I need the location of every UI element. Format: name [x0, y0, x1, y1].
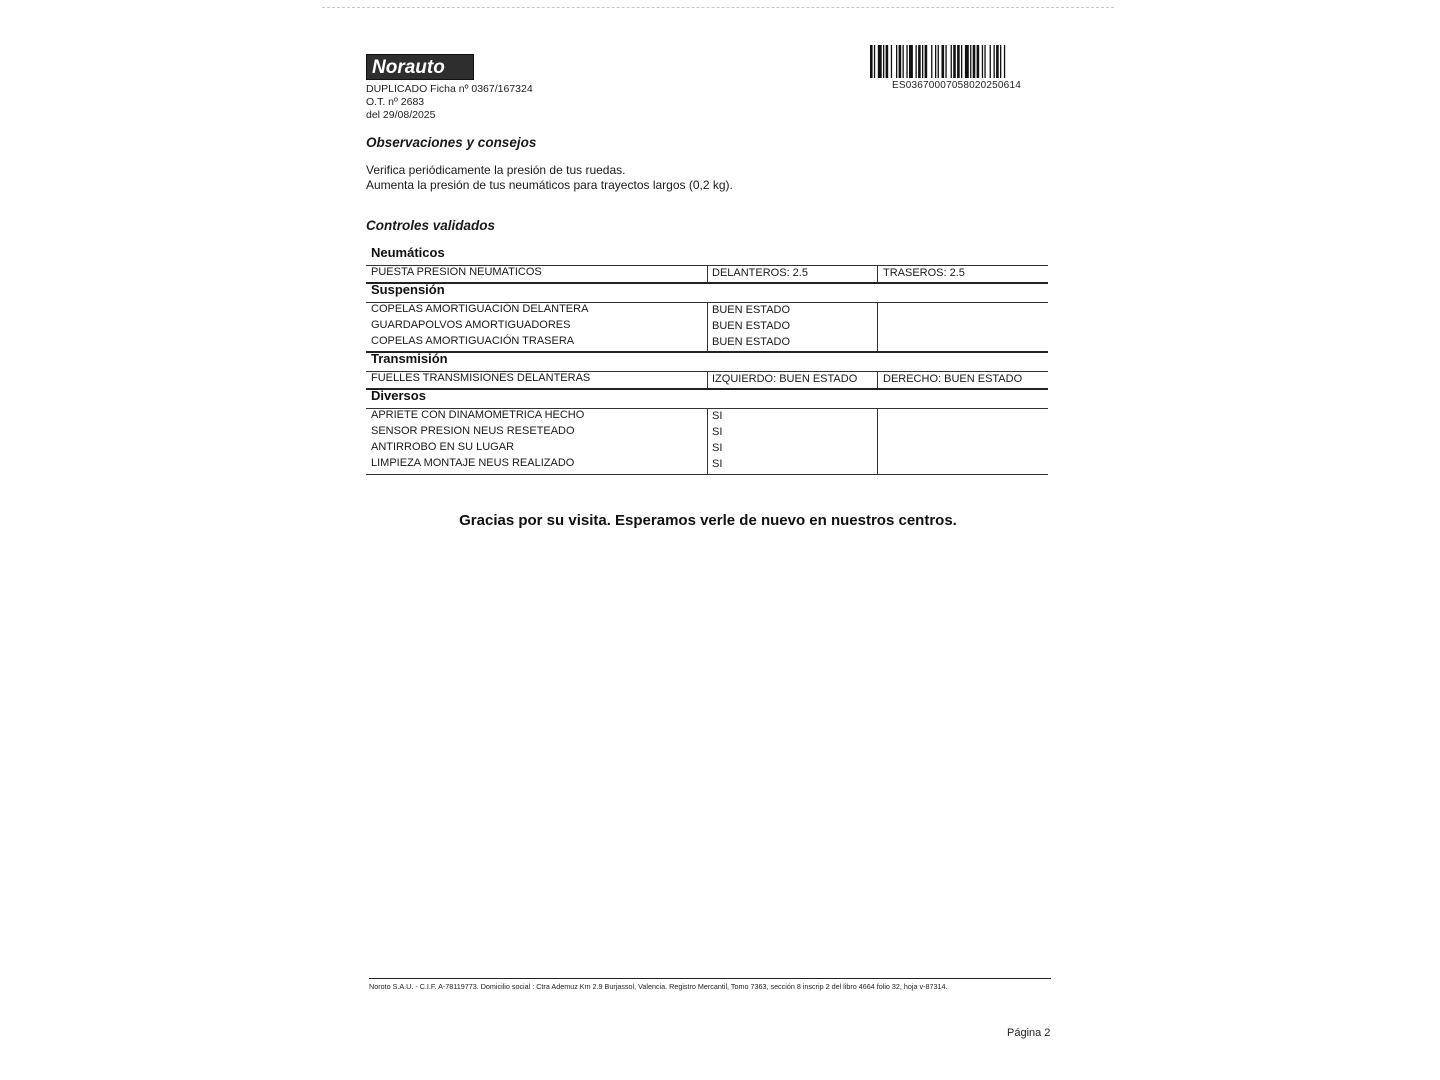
column-divider [877, 409, 878, 474]
group-rule [366, 351, 1048, 353]
row-value-1: SI [712, 442, 723, 454]
page-number: Página 2 [1007, 1027, 1051, 1039]
barcode-bar [931, 45, 932, 78]
barcode-bar [916, 45, 917, 78]
group-title-transmision: Transmisión [371, 351, 448, 366]
row-label: COPELAS AMORTIGUACIÓN DELANTERA [371, 303, 589, 315]
barcode-bar [903, 45, 904, 78]
controles-title: Controles validados [366, 218, 496, 233]
thanks-message: Gracias por su visita. Esperamos verle de nuevo en nuestros centros. [459, 512, 957, 529]
row-label: LIMPIEZA MONTAJE NEUS REALIZADO [371, 457, 575, 469]
footer-rule [369, 978, 1051, 979]
row-value-1: SI [712, 426, 723, 438]
group-title-diversos: Diversos [371, 388, 426, 403]
barcode-bar [1000, 45, 1001, 78]
barcode-bar [922, 45, 923, 78]
barcode-bar [1004, 45, 1005, 78]
group-rule [366, 282, 1048, 284]
barcode-bar [982, 45, 983, 78]
observaciones-title: Observaciones y consejos [366, 135, 537, 150]
norauto-logo [366, 54, 474, 80]
barcode-bar [990, 45, 991, 78]
row-value-2: DERECHO: BUEN ESTADO [883, 373, 1023, 385]
barcode-bar [970, 45, 971, 78]
barcode-bar [984, 45, 985, 78]
row-label: SENSOR PRESION NEUS RESETEADO [371, 425, 575, 437]
group-title-suspension: Suspensión [371, 282, 445, 297]
group-rule [366, 388, 1048, 390]
row-label: GUARDAPOLVOS AMORTIGUADORES [371, 319, 571, 331]
ot-number: O.T. nº 2683 [366, 96, 425, 108]
row-label: FUELLES TRANSMISIONES DELANTERAS [371, 372, 591, 384]
row-label: APRIETE CON DINAMOMETRICA HECHO [371, 409, 585, 421]
barcode-number: ES0367000705802025061​4 [892, 80, 1021, 91]
group-title-neumaticos: Neumáticos [371, 245, 445, 260]
barcode-bar [925, 45, 928, 78]
barcode-bar [942, 45, 945, 78]
observacion-line-2: Aumenta la presión de tus neumáticos para trayectos largos (0,2 kg). [366, 177, 733, 192]
barcode-bar [973, 45, 976, 78]
barcode-bar [938, 45, 939, 78]
barcode-bar [883, 45, 884, 78]
column-divider [707, 372, 708, 388]
observaciones-text [366, 163, 733, 192]
header-info [366, 83, 533, 122]
column-divider [707, 266, 708, 282]
row-value-1: SI [712, 410, 723, 422]
column-divider [877, 303, 878, 351]
barcode-bar [870, 45, 873, 78]
row-value-1: IZQUIERDO: BUEN ESTADO [712, 373, 858, 385]
barcode-bar [899, 45, 902, 78]
barcode-bar [918, 45, 921, 78]
barcode-bar [965, 45, 969, 78]
barcode-bar [994, 45, 995, 78]
scan-edge-line [322, 7, 1114, 8]
row-label: PUESTA PRESION NEUMATICOS [371, 266, 542, 278]
ficha-number: DUPLICADO Ficha nº 0367/167324 [366, 83, 533, 95]
barcode-bar [951, 45, 952, 78]
column-divider [877, 266, 878, 282]
norauto-logo-mark [372, 57, 470, 77]
barcode-bar [996, 45, 999, 78]
table-bottom-rule [366, 474, 1048, 475]
barcode-bar [891, 45, 892, 78]
row-label: ANTIRROBO EN SU LUGAR [371, 441, 515, 453]
barcode-bar [906, 45, 907, 78]
row-value-1: BUEN ESTADO [712, 320, 791, 332]
barcode-bar [896, 45, 897, 78]
barcode-bar [977, 45, 980, 78]
row-value-1: BUEN ESTADO [712, 304, 791, 316]
row-value-1: BUEN ESTADO [712, 336, 791, 348]
barcode-bar [909, 45, 913, 78]
barcode-bar [953, 45, 956, 78]
row-value-1: SI [712, 458, 723, 470]
column-divider [877, 372, 878, 388]
column-divider [707, 409, 708, 474]
column-divider [707, 303, 708, 351]
row-label: COPELAS AMORTIGUACIÓN TRASERA [371, 335, 575, 347]
ficha-date: del 29/08/2025 [366, 109, 436, 121]
logo-wordmark: Norauto [372, 57, 445, 77]
row-value-2: TRASEROS: 2.5 [883, 267, 965, 279]
barcode [870, 45, 1048, 78]
observacion-line-1: Verifica periódicamente la presión de tus ruedas. [366, 163, 626, 177]
barcode-bar [886, 45, 889, 78]
row-value-1: DELANTEROS: 2.5 [712, 267, 808, 279]
barcode-bar [935, 45, 936, 78]
footer-legal-text: Noroto S.A.U. - C.I.F. A-78119773. Domicilio social : Ctra Ademuz Km 2.9 Burjassol, Valencia. Registro Mercantil, Tomo 7363, sección 8 inscrip 2 del libro 4664 folio 32, hoja v-87314. [369, 982, 948, 991]
barcode-bar [957, 45, 960, 78]
barcode-bar [878, 45, 882, 78]
barcode-bar [961, 45, 962, 78]
barcode-bar [945, 45, 946, 78]
barcode-bar [874, 45, 875, 78]
